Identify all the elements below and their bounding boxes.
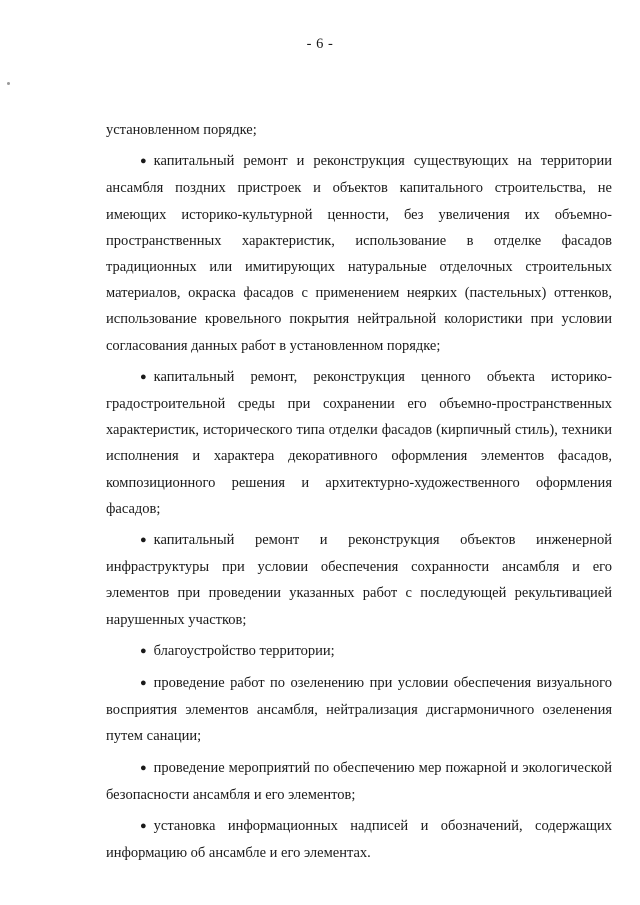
bullet-icon: ● — [140, 644, 147, 657]
list-item-text: благоустройство территории; — [153, 642, 335, 659]
list-item — [106, 755, 612, 808]
list-item — [106, 364, 612, 522]
list-item — [106, 813, 612, 866]
list-item-text: капитальный ремонт, реконструкция ценного объекта историко-градостроительной среды при сохранении его объемно-пространственных характеристик, исторического типа отделки фасадов (кирпичный стиль), техники исполнения и характера декоративного оформления элементов фасадов, композиционного решения и архитектурно-художественного оформления фасадов; — [106, 368, 612, 517]
bullet-icon: ● — [140, 761, 147, 774]
list-item — [106, 638, 612, 665]
bullet-icon: ● — [140, 534, 147, 547]
list-item — [106, 527, 612, 633]
document-body — [106, 117, 612, 866]
list-item-text: капитальный ремонт и реконструкция существующих на территории ансамбля поздних пристроек и объектов капитального строительства, не имеющих историко-культурной ценности, без увеличения их объемно-пространственных характеристик, использование в отделке фасадов традиционных или имитирующих натуральные отделочных строительных материалов, окраска фасадов с применением неярких (пастельных) оттенков, использование кровельного покрытия нейтральной колористики при условии согласования данных работ в установленном порядке; — [106, 153, 612, 354]
list-item-text: установка информационных надписей и обозначений, содержащих информацию об ансамбле и его элементах. — [106, 818, 612, 862]
bullet-icon: ● — [140, 370, 147, 383]
paragraph-text: установленном порядке; — [106, 122, 257, 138]
list-item-text: проведение мероприятий по обеспечению мер пожарной и экологической безопасности ансамбля и его элементов; — [106, 759, 612, 803]
bullet-icon: ● — [140, 820, 147, 833]
bullet-icon: ● — [140, 155, 147, 168]
list-item-text: капитальный ремонт и реконструкция объектов инженерной инфраструктуры при условии обеспечения сохранности ансамбля и его элементов при проведении указанных работ с последующей рекультивацией нарушенных участков; — [106, 532, 612, 628]
list-item — [106, 670, 612, 750]
scan-artifact-dot — [7, 82, 10, 85]
bullet-icon: ● — [140, 677, 147, 690]
paragraph-continuation — [106, 117, 612, 143]
list-item — [106, 148, 612, 359]
list-item-text: проведение работ по озеленению при условии обеспечения визуального восприятия элементов ансамбля, нейтрализация дисгармоничного озеленения путем санации; — [106, 675, 612, 745]
page-number: - 6 - — [306, 36, 334, 52]
